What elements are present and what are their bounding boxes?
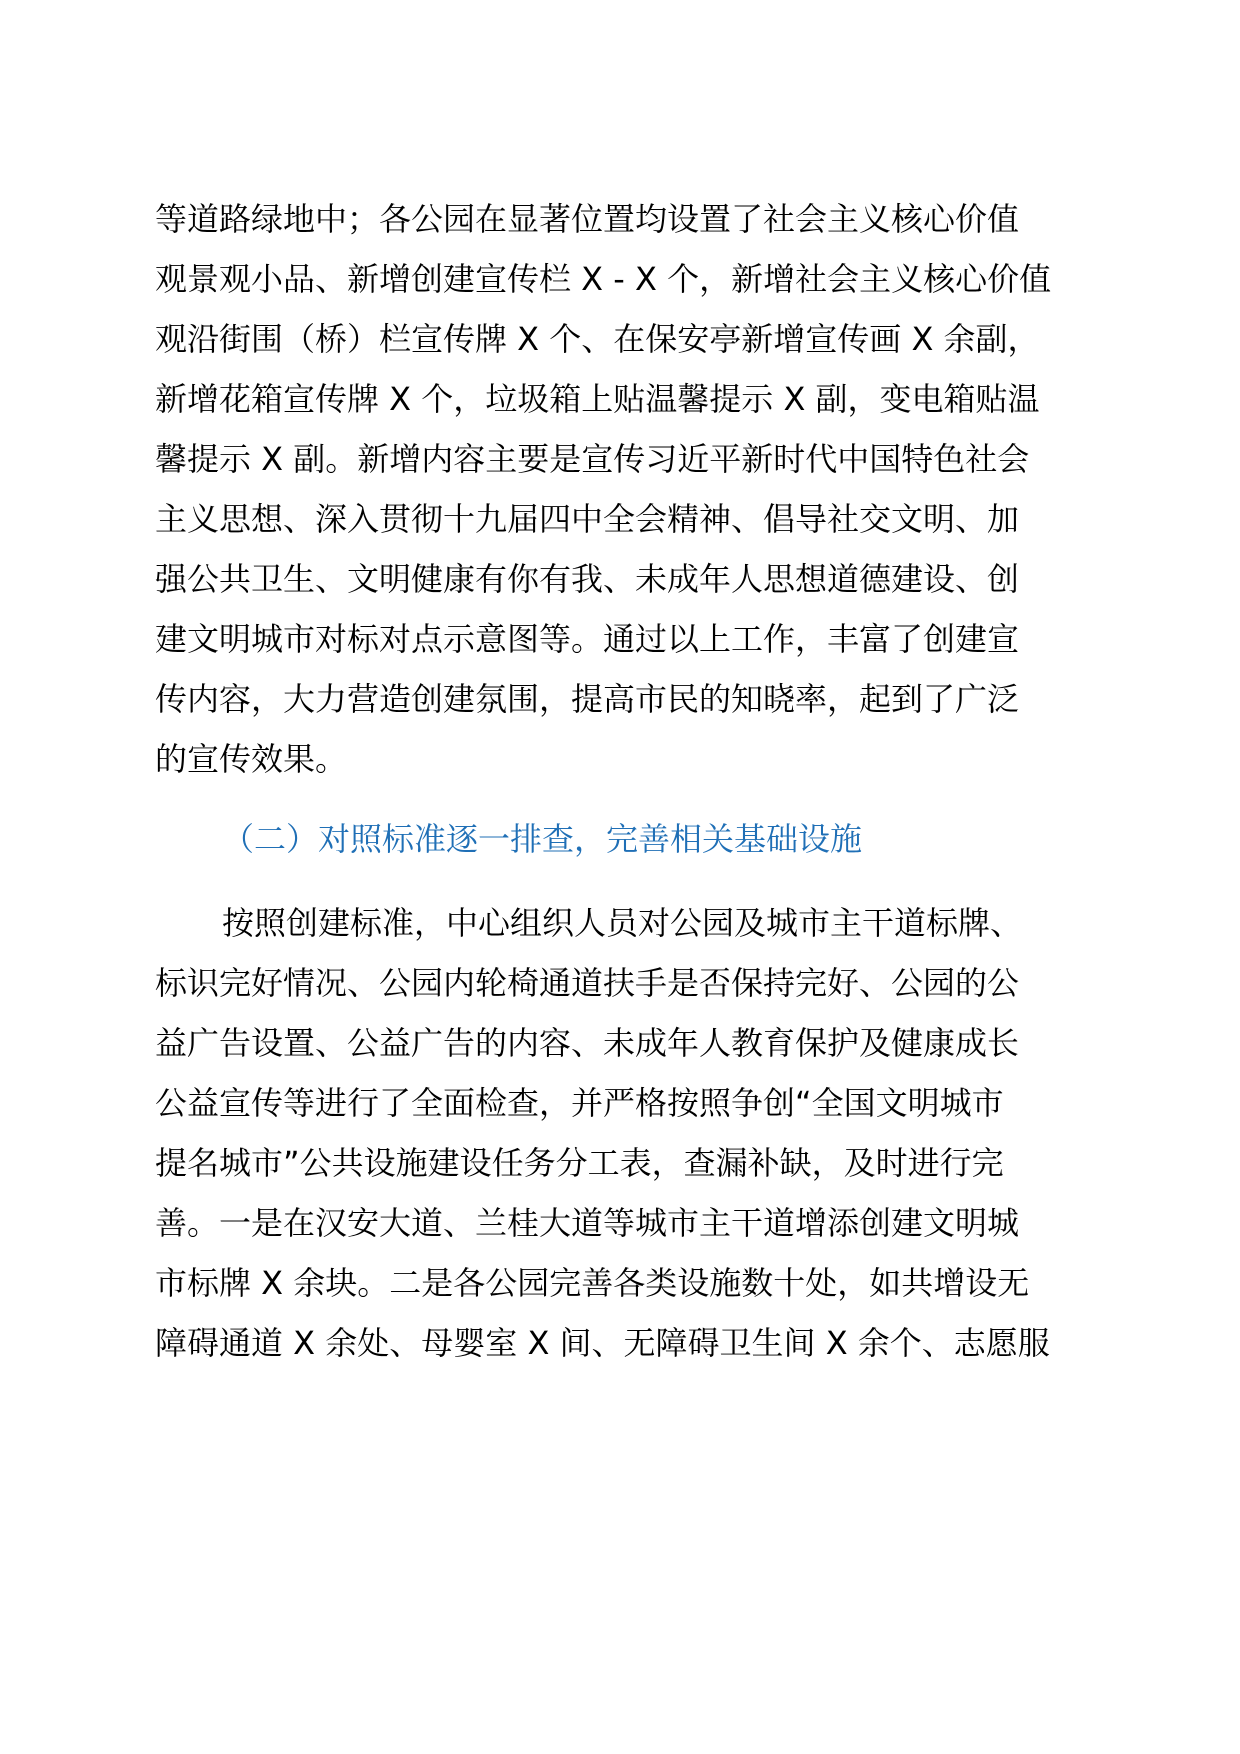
paragraph-2-line-5: 提名城市”公共设施建设任务分工表，查漏补缺，及时进行完 (155, 1144, 1004, 1182)
paragraph-1-line-10: 的宣传效果。 (155, 740, 348, 778)
section-heading: （二）对照标准逐一排查，完善相关基础设施 (222, 820, 863, 858)
paragraph-1-line-7: 强公共卫生、文明健康有你有我、未成年人思想道德建设、创 (155, 560, 1020, 598)
paragraph-1-line-1: 等道路绿地中；各公园在显著位置均设置了社会主义核心价值 (155, 200, 1020, 238)
paragraph-2-line-8: 障碍通道 X 余处、母婴室 X 间、无障碍卫生间 X 余个、志愿服 (155, 1324, 1050, 1362)
paragraph-1-line-3: 观沿街围（桥）栏宣传牌 X 个、在保安亭新增宣传画 X 余副， (155, 320, 1040, 358)
paragraph-2-line-7: 市标牌 X 余块。二是各公园完善各类设施数十处，如共增设无 (155, 1264, 1030, 1302)
paragraph-2-line-4: 公益宣传等进行了全面检查，并严格按照争创“全国文明城市 (155, 1084, 1004, 1122)
paragraph-2-line-2: 标识完好情况、公园内轮椅通道扶手是否保持完好、公园的公 (155, 964, 1020, 1002)
paragraph-2-line-3: 益广告设置、公益广告的内容、未成年人教育保护及健康成长 (155, 1024, 1020, 1062)
paragraph-1-line-4: 新增花箱宣传牌 X 个，垃圾箱上贴温馨提示 X 副，变电箱贴温 (155, 380, 1040, 418)
paragraph-2-line-1: 按照创建标准，中心组织人员对公园及城市主干道标牌、 (222, 904, 1023, 942)
paragraph-1-line-5: 馨提示 X 副。新增内容主要是宣传习近平新时代中国特色社会 (155, 440, 1030, 478)
paragraph-1-line-2: 观景观小品、新增创建宣传栏 X - X 个，新增社会主义核心价值 (155, 260, 1052, 298)
paragraph-2-line-6: 善。一是在汉安大道、兰桂大道等城市主干道增添创建文明城 (155, 1204, 1020, 1242)
paragraph-1-line-8: 建文明城市对标对点示意图等。通过以上工作，丰富了创建宣 (155, 620, 1020, 658)
paragraph-1-line-6: 主义思想、深入贯彻十九届四中全会精神、倡导社交文明、加 (155, 500, 1020, 538)
paragraph-1-line-9: 传内容，大力营造创建氛围，提高市民的知晓率，起到了广泛 (155, 680, 1020, 718)
